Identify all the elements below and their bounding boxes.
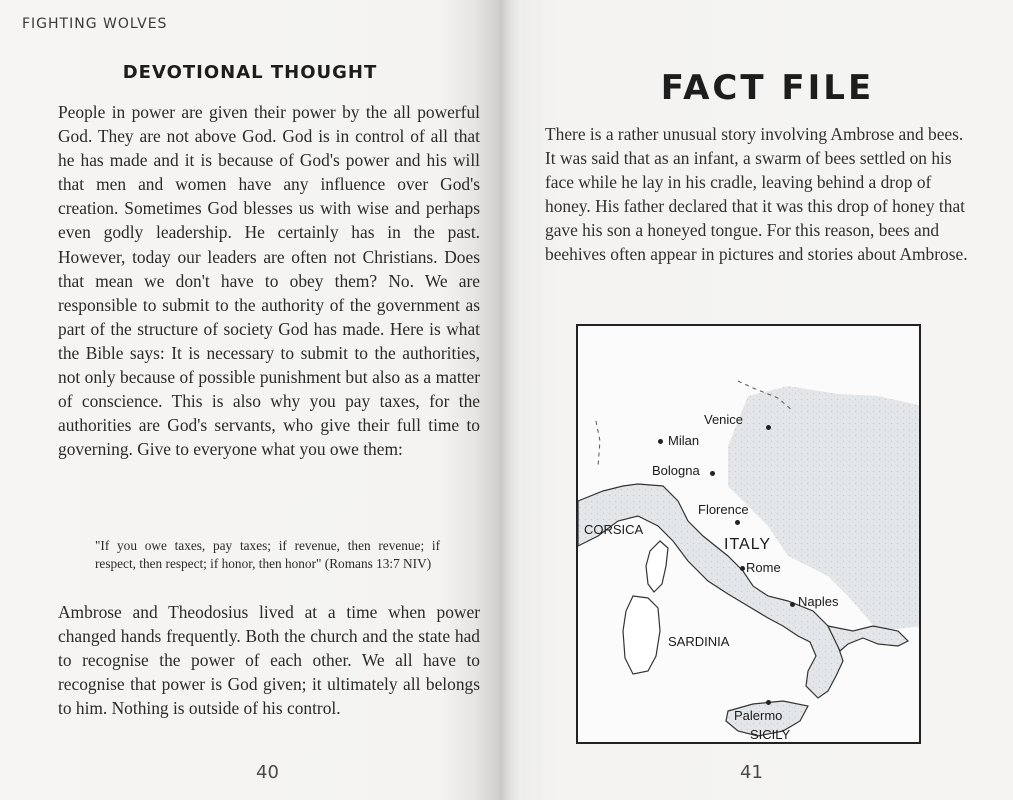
city-dot-bologna [710, 471, 715, 476]
italy-heel [828, 626, 908, 651]
running-head: FIGHTING WOLVES [22, 16, 168, 32]
corsica-island [646, 541, 668, 592]
city-dot-naples [790, 602, 795, 607]
map-label-sardinia: SARDINIA [668, 634, 730, 649]
left-page [0, 0, 500, 800]
city-dot-florence [735, 520, 740, 525]
city-dot-palermo [766, 700, 771, 705]
city-dot-venice [766, 425, 771, 430]
devotional-paragraph-2: Ambrose and Theodosius lived at a time when power changed hands frequently. Both the church and the state had to recognise the power of each other. We all have to recognise that power is God given; it ultimately all belongs to him. Nothing is outside of his control. [58, 602, 480, 719]
map-label-rome: Rome [746, 560, 781, 575]
city-dot-rome [740, 566, 745, 571]
map-label-bologna: Bologna [652, 463, 700, 478]
fact-file-title: FACT FILE [660, 68, 875, 108]
book-gutter [500, 0, 522, 800]
section-title: DEVOTIONAL THOUGHT [122, 62, 378, 83]
map-label-palermo: Palermo [734, 708, 783, 723]
page-number-left: 40 [256, 762, 279, 783]
devotional-paragraph-1: People in power are given their power by the all powerful God. They are not above God. God is in control of all that he has made and it is because of God's power and his will that men and women have any influence over God's creation. Sometimes God blesses us with wise and perhaps even godly leadership. He certainly has in the past. However, today our leaders are often not Christians. Does that mean we don't have to obey them? No. We are responsible to submit to the authority of the government as part of the structure of society God has made. Here is what the Bible says: It is necessary to submit to the authorities, not only because of possible punishment but also as a matter of conscience. This is also why you pay taxes, for the authorities are God's servants, who give their full time to governing. Give to everyone what you owe them: [58, 102, 480, 460]
italy-map [576, 324, 921, 744]
map-label-sicily: SICILY [750, 727, 791, 742]
map-label-florence: Florence [698, 502, 749, 517]
sardinia-island [623, 596, 660, 674]
map-label-naples: Naples [798, 594, 839, 609]
map-label-venice: Venice [704, 412, 744, 427]
map-label-milan: Milan [668, 433, 700, 448]
map-label-italy: ITALY [724, 536, 772, 553]
map-label-corsica: CORSICA [584, 522, 644, 537]
fact-file-paragraph: There is a rather unusual story involving Ambrose and bees. It was said that as an infant, a swarm of bees settled on his face while he lay in his cradle, leaving behind a drop of honey. His father declared that it was this drop of honey that gave his son a honeyed tongue. For this reason, bees and beehives often appear in pictures and stories about Ambrose. [545, 124, 968, 265]
page-number-right: 41 [740, 762, 763, 783]
city-dot-milan [658, 439, 663, 444]
bible-quote: "If you owe taxes, pay taxes; if revenue, then revenue; if respect, then respect; if honor, then honor" (Romans 13:7 NIV) [95, 538, 440, 571]
